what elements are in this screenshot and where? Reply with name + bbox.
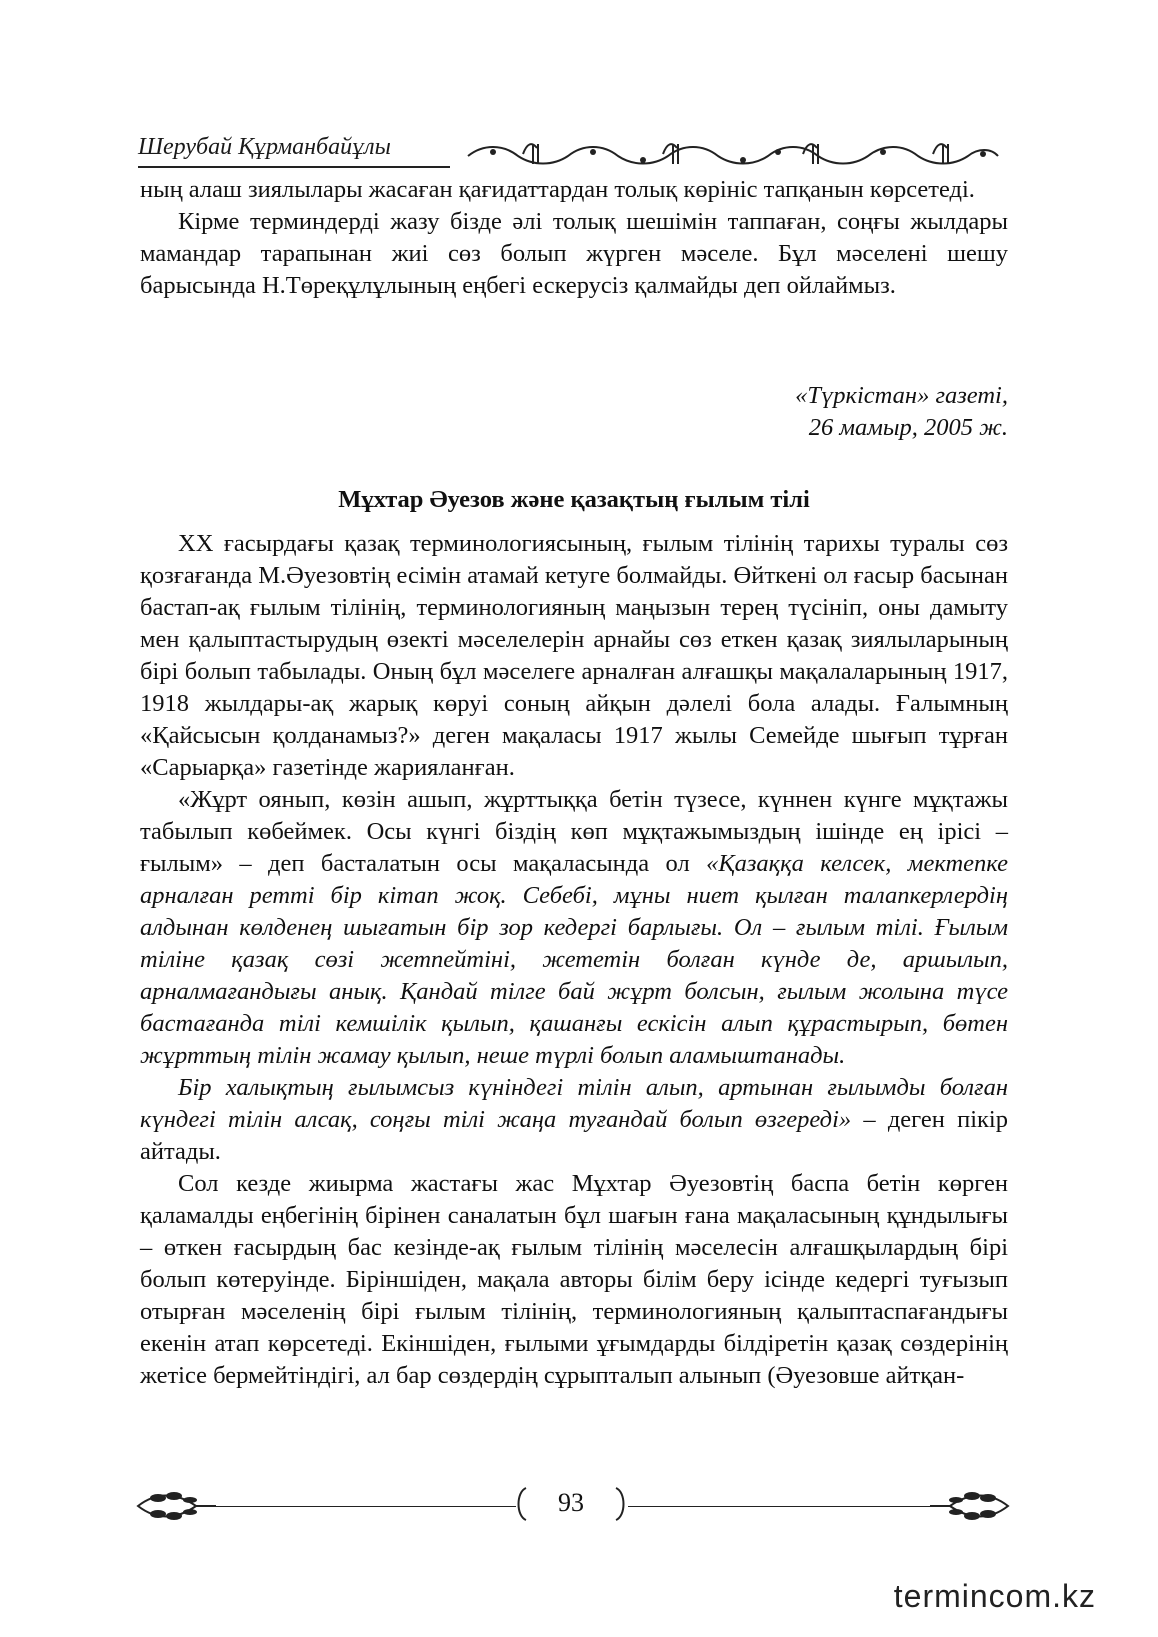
- footer-rule-right: [628, 1506, 930, 1507]
- quote-italic: «Қазаққа келсек, мектепке арналған ретті бір кітап жоқ. Себебі, мұны ниет қылған талапкерлердің алдынан көлденең шығатын бір зор кедергі барлығы. Ол – ғылым тілі. Ғылым тіліне қазақ сөзі жетпейтіні, жететін болған күнде де, аршылып, арналмағандығы анық. Қандай тілге бай жұрт болсын, ғылым жолына түсе бастағанда тілі кемшілік қылып, қашанғы ескісін алып құрастырып, бөтен жұрттың тілін жамау қылып, неше түрлі болып аламыштанады.: [140, 850, 1008, 1069]
- bracket-right-icon: [614, 1484, 628, 1524]
- quote-italic-end: Бір халықтың ғылымсыз күніндегі тілін алып, артынан ғылымды болған күндегі тілін алсақ, соңғы тілі жаңа туғандай болып өзгереді»: [140, 1074, 1008, 1133]
- article-body: [140, 528, 1008, 1392]
- running-header: [138, 130, 1008, 170]
- article-paragraph-4: Сол кезде жиырма жастағы жас Мұхтар Әуезовтің баспа бетін көрген қаламалды еңбегінің бірінен саналатын бұл шағын ғана мақаласының құндылығы – өткен ғасырдың бас кезінде-ақ ғылым тілінің мәселесін алғашқылардың бірі болып көтеруінде. Біріншіден, мақала авторы білім беру ісінде кедергі туғызып отырған мәселенің бірі ғылым тілінің, терминологияның қалыптаспағандығы екенін атап көрсетеді. Екіншіден, ғылыми ұғымдарды білдіретін қазақ сөздерінің жетісе бермейтіндігі, ал бар сөздердің сұрыпталып алынып (Әуезовше айтқан-: [140, 1170, 1008, 1389]
- article-paragraph-1: XX ғасырдағы қазақ терминологиясының, ғылым тілінің тарихы туралы сөз қозғағанда М.Әуезовтің есімін атамай кетуге болмайды. Өйткені ол ғасыр басынан бастап-ақ ғылым тілінің, терминологияның маңызын терең түсініп, оны дамыту мен қалыптастырудың өзекті мәселелерін арнайы сөз еткен қазақ зиялыларының бірі болып табылады. Оның бұл мәселеге арналған алғашқы мақалаларының 1917, 1918 жылдары-ақ жарық көруі соның айқын дәлелі бола алады. Ғалымның «Қайсысын қолданамыз?» деген мақаласы 1917 жылы Семейде шығып тұрған «Сарыарқа» газетінде жарияланған.: [140, 530, 1008, 781]
- intro-paragraph-2: Кірме терминдерді жазу бізде әлі толық шешімін таппаған, соңғы жылдары мамандар тарапынан жиі сөз болып жүрген мәселе. Бұл мәселені шешу барысында Н.Төреқұлұлының еңбегі ескерусіз қалмайды деп ойлаймыз.: [140, 208, 1008, 299]
- article-paragraph-2: [140, 784, 1008, 1072]
- page-footer: [136, 1482, 1010, 1532]
- article-paragraph-3: [140, 1072, 1008, 1168]
- header-rule: [138, 166, 450, 168]
- source-citation: [600, 380, 1008, 444]
- header-author: Шерубай Құрманбайұлы: [138, 134, 391, 160]
- header-ornament: [463, 130, 1003, 170]
- intro-text: [140, 174, 1008, 302]
- leaf-ornament-left-icon: [136, 1486, 216, 1526]
- leaf-ornament-right-icon: [930, 1486, 1010, 1526]
- intro-paragraph-1: ның алаш зиялылары жасаған қағидаттардан толық көрініс тапқанын көрсетеді.: [140, 176, 975, 203]
- footer-rule-left: [216, 1506, 516, 1507]
- article-title: Мұхтар Әуезов және қазақтың ғылым тілі: [338, 486, 810, 513]
- page-number: 93: [558, 1488, 584, 1517]
- source-line-1: «Түркістан» газеті,: [795, 382, 1008, 409]
- quote-attribution: – деген пікір айтады.: [140, 1106, 1008, 1165]
- source-line-2: 26 мамыр, 2005 ж.: [808, 414, 1008, 441]
- quote-intro: «Жұрт оянып, көзін ашып, жұрттыққа бетін түзесе, күннен күнге мұқтажы табылып көбеймек. Осы күнгі біздің көп мұқтажымыздың ішінде ең ірісі – ғылым» – деп басталатын осы мақаласында ол: [140, 786, 1008, 877]
- watermark-logo: termincom.kz: [893, 1578, 1096, 1614]
